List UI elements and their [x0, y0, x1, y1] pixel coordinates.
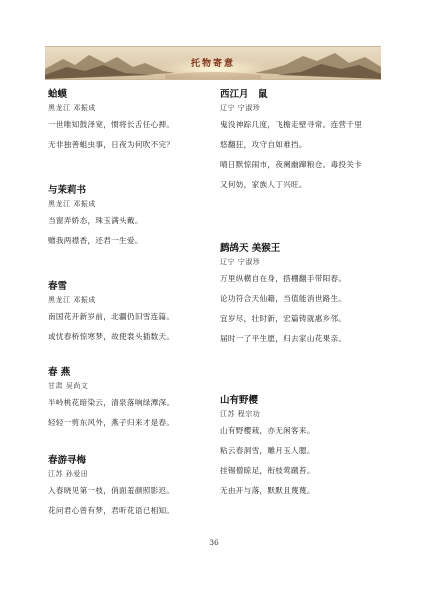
poem-line: 花问君心曾有梦，君听花语已相知。 [48, 506, 175, 515]
banner-title: 托物寄意 [190, 59, 235, 69]
page-number: 36 [209, 538, 219, 547]
poem-title: 西江月 鼠 [220, 89, 268, 100]
poem-line: 鬼没神踪几度，飞檐走壁寻常。连营千里 [220, 120, 363, 129]
poem-title: 与茉莉书 [48, 185, 87, 196]
poem-line: 悠翻狂，攻守自如难挡。 [220, 140, 307, 149]
poem [48, 184, 196, 280]
poem-author: 甘肃 吴尚文 [48, 382, 89, 390]
poem-title: 蛤蟆 [48, 89, 68, 100]
poem-line: 赠我两襟香，还君一生爱。 [48, 236, 143, 245]
poem [48, 454, 196, 530]
poem-line: 一世唯知鼓泽宽，惯将长舌任心捭。 [48, 120, 175, 129]
header-banner [45, 46, 381, 80]
poem-author: 黑龙江 邓振成 [48, 200, 96, 208]
poem-author: 江苏 孙爱田 [48, 470, 89, 478]
poem-author: 黑龙江 邓振成 [48, 296, 96, 304]
poem-author: 辽宁 宁淑珍 [220, 258, 261, 266]
poem-line: 入春晓见第一枝，俏面羞颜照影迟。 [48, 486, 175, 495]
poem-line: 论功符合天仙籍，当值能消世路生。 [220, 294, 347, 303]
poem-line: 或忧春桥惊寒梦，故使裳头插数天。 [48, 332, 175, 341]
poem-line: 晴日默惊闹市，夜阑幽蹿粮仓。毒投关卡 [220, 160, 363, 169]
left-column [48, 88, 196, 530]
poem-line: 挂锡僧晾足，衔枝莺蹴苔。 [220, 466, 315, 475]
poem-line: 届时一了平生愿，归去家山花果亲。 [220, 334, 347, 343]
poem-line: 粘云春洞雪，雕月玉人腮。 [220, 446, 315, 455]
poem [220, 394, 390, 501]
poem-line: 宜岁尽，壮时新，宏篇铸就惠乡邻。 [220, 314, 347, 323]
poem-title: 山有野樱 [220, 395, 259, 406]
poem [48, 366, 196, 454]
poem-line: 当窗弄娇态，珠玉满头戴。 [48, 216, 143, 225]
poem [48, 88, 196, 184]
poem-author: 黑龙江 邓振成 [48, 104, 96, 112]
poem [48, 280, 196, 366]
poem-line: 无由开与落，默默且蔑蔑。 [220, 486, 315, 495]
poem-line: 万里纵横自在身，搭棚翻手带阳春。 [220, 274, 347, 283]
poem [220, 242, 390, 394]
poem-line: 南国花开新岁前，北疆仍旧雪连篇。 [48, 312, 175, 321]
poem-title: 春雪 [48, 281, 68, 292]
poem-title: 春游寻梅 [48, 455, 87, 466]
poem-line: 山有野樱栽，亦无闲客来。 [220, 426, 315, 435]
poem-author: 辽宁 宁淑珍 [220, 104, 261, 112]
poem [220, 88, 390, 242]
poem-line: 无非独善蛆虫事，日夜为何吹不完？ [48, 140, 175, 149]
poem-author: 江苏 程宗功 [220, 410, 261, 418]
poem-line: 轻轻一剪东风外，燕子归来才是春。 [48, 418, 175, 427]
poem-title: 鹧鸪天 美猴王 [220, 243, 281, 254]
poem-line: 半岭桃花暗染云，清泉落响绿潭深。 [48, 398, 175, 407]
poem-line: 又何妨，家族人丁兴旺。 [220, 180, 307, 189]
right-column [220, 88, 390, 501]
poem-title: 春 燕 [48, 367, 71, 378]
